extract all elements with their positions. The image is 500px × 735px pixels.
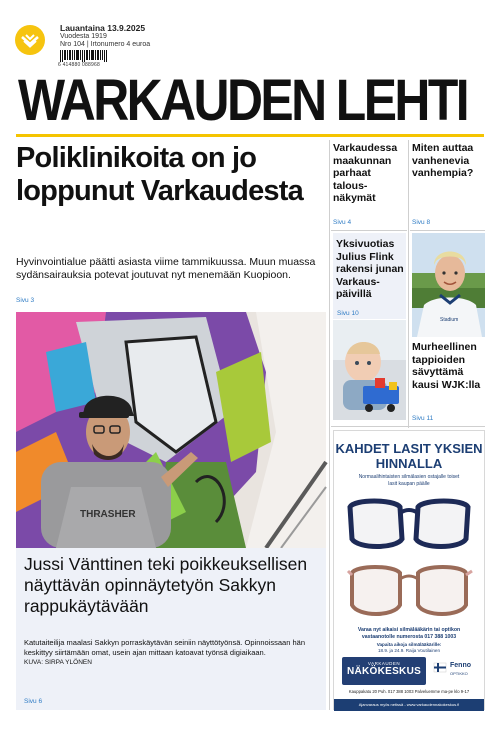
column-divider [329, 140, 330, 710]
sun-logo-icon [15, 25, 45, 55]
teaser-economy-page-ref[interactable]: Sivu 4 [333, 219, 352, 226]
feature-headline[interactable]: Jussi Vänttinen teki poikkeuksellisen näyttävän opinnäytetyön Sakkyn rappukäytävään [24, 554, 308, 616]
masthead-rule [16, 134, 484, 137]
teaser-wjk-page-ref[interactable]: Sivu 11 [412, 415, 434, 422]
lead-headline[interactable]: Poliklinikoita on jo loppunut Varkaudesta [16, 142, 303, 207]
founded-text: Vuodesta 1919 [60, 33, 107, 40]
finnish-flag-icon [434, 663, 446, 672]
partner-name: Fenno [450, 662, 471, 669]
svg-text:THRASHER: THRASHER [80, 509, 136, 520]
partner-sub: OPTIKKO [450, 671, 468, 676]
nakokeskus-logo [342, 657, 426, 685]
svg-text:Stadium: Stadium [440, 317, 459, 323]
baby-train-photo [333, 320, 406, 420]
teaser-train-title[interactable]: Yksivuotias Julius Flink rakensi junan Varkauspäivillä [336, 238, 404, 300]
teaser-wjk-title[interactable]: Murheellinen tappioiden sävyttämä kausi WJK:lla [412, 341, 481, 391]
feature-summary: Katutaiteilija maalasi Sakkyn porraskäytävän seiniin näyttötyönsä. Opinnoissaan hän keskittyy siirtämään omat, usein ajan mittaan katoavat työnsä digiaikaan. [24, 638, 305, 657]
barcode-icon [60, 50, 108, 62]
hockey-player-photo [412, 233, 485, 337]
issue-meta [60, 23, 150, 49]
teaser-divider [331, 230, 407, 231]
teaser-train-page-ref[interactable]: Sivu 10 [337, 310, 359, 317]
issue-number: Nro 104 | Irtonumero 4 euroa [60, 41, 151, 48]
teaser-divider [331, 426, 485, 427]
ean-code: 6 414880 088968 [58, 62, 100, 68]
column-divider [408, 140, 409, 428]
ad-footer[interactable]: Ajanvaraus myös netissä - www.varkaudennakokeskus.fi [334, 699, 484, 711]
ad-doctor-dates: 18.9. ja 24.9. Raija Voutilainen [377, 648, 441, 653]
feature-page-ref[interactable]: Sivu 6 [24, 698, 43, 705]
photo-credit: KUVA: SIRPA YLÖNEN [24, 659, 92, 666]
logo-main-text: NÄKÖKESKUS [346, 666, 422, 677]
logo-top-text: VARKAUDEN [367, 661, 401, 666]
teaser-parents-page-ref[interactable]: Sivu 8 [412, 219, 431, 226]
ad-headline: KAHDET LASIT YKSIEN HINNALLA [335, 441, 483, 471]
lead-summary: Hyvinvointialue päätti asiasta viime tammikuussa. Muun muassa sydänsairauksia potevat joutuvat nyt menemään Kuopioon. [16, 256, 316, 281]
ad-address: Kauppakatu 20 Puh. 017 388 1003 Palveluemme ma-pe klo 9-17 [348, 689, 470, 694]
issue-date: Lauantaina 13.9.2025 [60, 23, 146, 33]
teaser-parents-title[interactable]: Miten auttaa vanhenevia vanhempia? [412, 142, 474, 179]
teaser-economy-title[interactable]: Varkaudessa maakunnan parhaat talousnäkymät [333, 142, 398, 204]
ad-booking: Varaa nyt aikaisi silmälääkärin tai optikon vastaanotolle numerosta 017 388 1003 [357, 627, 461, 640]
lead-page-ref[interactable]: Sivu 3 [16, 297, 35, 304]
teaser-divider [410, 230, 485, 231]
ad-doctor-label: Vapaita aikoja silmälääkärille: [376, 642, 442, 647]
ad-subtitle: Normaalihintaisten silmälasien ostajalle toiset lasit kaupan päälle [358, 474, 460, 487]
feature-caption-box [16, 548, 326, 710]
glasses-illustration [344, 493, 474, 625]
graffiti-artist-photo [16, 312, 326, 548]
newspaper-title: WARKAUDEN LEHTI [18, 68, 468, 133]
optician-ad[interactable] [333, 430, 485, 710]
